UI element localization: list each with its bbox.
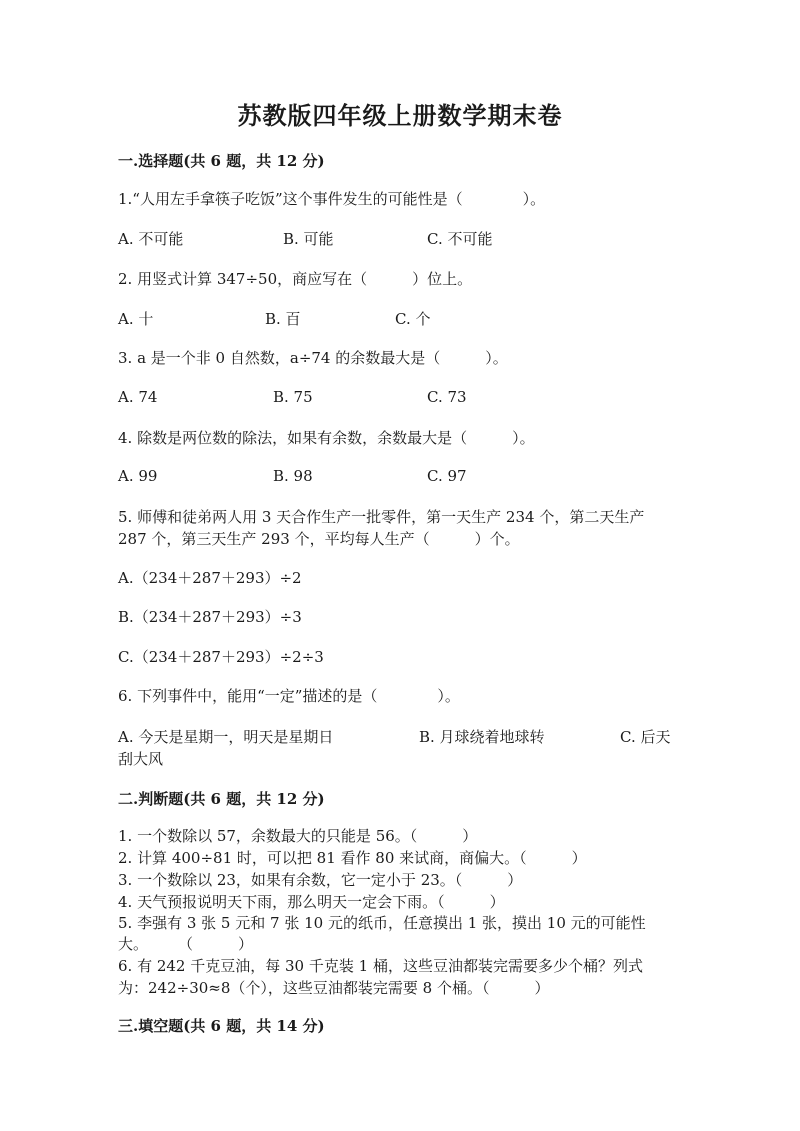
judgment-item-6-line-1: 6. 有 242 千克豆油，每 30 千克装 1 桶，这些豆油都装完需要多少个桶？列式: [118, 957, 643, 975]
q2-option-b: B. 百: [265, 310, 301, 328]
judgment-item-4: 4. 天气预报说明天下雨，那么明天一定会下雨。（ ）: [118, 893, 505, 911]
section-heading-choice: 一.选择题(共 6 题，共 12 分): [118, 152, 325, 170]
judgment-item-6-line-2: 为：242÷30≈8（个），这些豆油都装完需要 8 个桶。（ ）: [118, 979, 550, 997]
q4-option-b: B. 98: [273, 467, 313, 485]
q2-option-c: C. 个: [395, 310, 431, 328]
page-title: 苏教版四年级上册数学期末卷: [237, 101, 563, 130]
q1-option-b: B. 可能: [283, 230, 334, 248]
q3-option-c: C. 73: [427, 388, 467, 406]
judgment-item-1: 1. 一个数除以 57，余数最大的只能是 56。（ ）: [118, 827, 478, 845]
q6-option-a: A. 今天是星期一，明天是星期日: [118, 728, 334, 746]
question-1: 1.“人用左手拿筷子吃饭”这个事件发生的可能性是（ ）。: [118, 190, 546, 208]
judgment-item-2: 2. 计算 400÷81 时，可以把 81 看作 80 来试商，商偏大。（ ）: [118, 849, 587, 867]
q5-option-c: C.（234＋287＋293）÷2÷3: [118, 648, 324, 666]
q2-option-a: A. 十: [118, 310, 154, 328]
q1-option-a: A. 不可能: [118, 230, 184, 248]
q6-option-c: C. 后天: [620, 728, 671, 746]
q4-option-c: C. 97: [427, 467, 467, 485]
q3-option-b: B. 75: [273, 388, 313, 406]
q4-option-a: A. 99: [118, 467, 158, 485]
q6-option-b: B. 月球绕着地球转: [419, 728, 545, 746]
question-5-line-1: 5. 师傅和徒弟两人用 3 天合作生产一批零件，第一天生产 234 个，第二天生产: [118, 508, 645, 526]
question-3: 3. a 是一个非 0 自然数，a÷74 的余数最大是（ ）。: [118, 349, 508, 367]
judgment-item-3: 3. 一个数除以 23，如果有余数，它一定小于 23。（ ）: [118, 871, 523, 889]
question-5-line-2: 287 个，第三天生产 293 个，平均每人生产（ ）个。: [118, 530, 520, 548]
question-2: 2. 用竖式计算 347÷50，商应写在（ ）位上。: [118, 270, 473, 288]
q6-option-c-continued: 刮大风: [118, 750, 164, 768]
section-heading-judgment: 二.判断题(共 6 题，共 12 分): [118, 790, 325, 808]
judgment-item-5-line-1: 5. 李强有 3 张 5 元和 7 张 10 元的纸币，任意摸出 1 张，摸出 10 元的可能性: [118, 914, 646, 932]
q3-option-a: A. 74: [118, 388, 158, 406]
question-4: 4. 除数是两位数的除法，如果有余数，余数最大是（ ）。: [118, 429, 535, 447]
q1-option-c: C. 不可能: [427, 230, 493, 248]
question-6: 6. 下列事件中，能用“一定”描述的是（ ）。: [118, 687, 460, 705]
q5-option-a: A.（234＋287＋293）÷2: [118, 569, 302, 587]
q5-option-b: B.（234＋287＋293）÷3: [118, 608, 302, 626]
section-heading-fill-in: 三.填空题(共 6 题，共 14 分): [118, 1017, 325, 1035]
judgment-item-5-line-2: 大。 （ ）: [118, 935, 254, 953]
